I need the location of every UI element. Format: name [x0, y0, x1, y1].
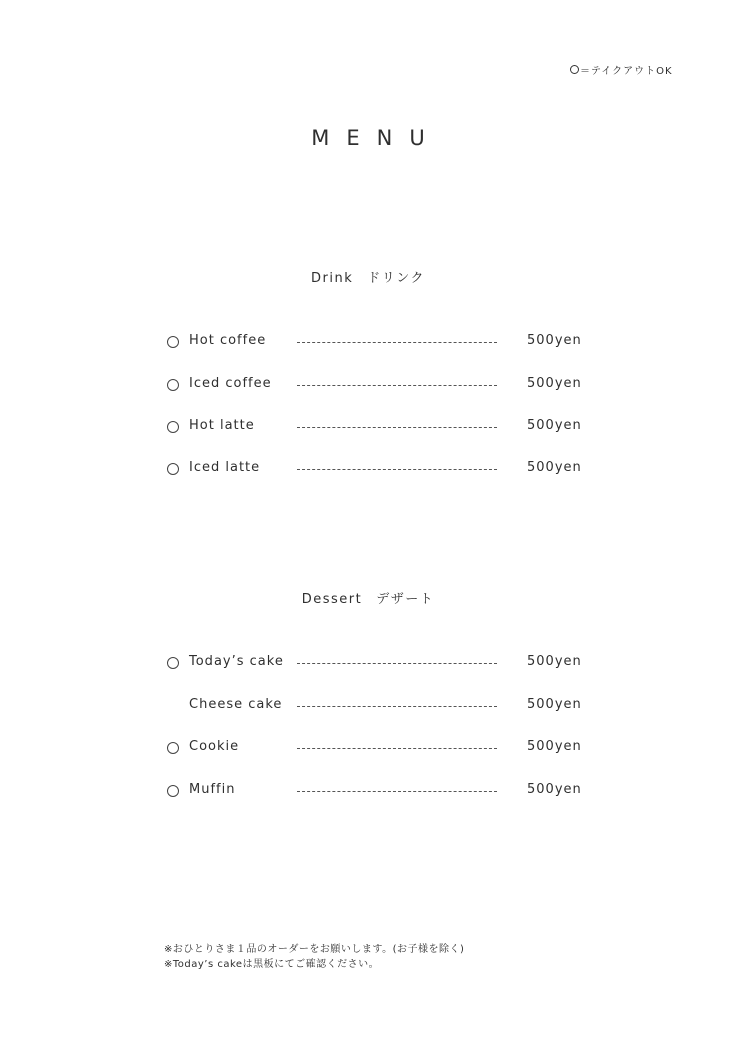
menu-item-row: [0, 418, 736, 436]
menu-item-row: [0, 739, 736, 757]
menu-item-price: 500yen: [527, 418, 582, 433]
menu-item-price: 500yen: [527, 782, 582, 797]
menu-item-name: Hot coffee: [189, 333, 267, 348]
menu-item-row: [0, 376, 736, 394]
menu-item-price: 500yen: [527, 460, 582, 475]
footnote: ※おひとりさま１品のオーダーをお願いします。(お子様を除く): [164, 944, 465, 955]
dotted-leader: [297, 748, 497, 749]
takeout-circle-icon: [167, 336, 179, 348]
section-heading-ja: デザート: [376, 592, 435, 607]
footnote: ※Today’s cakeは黒板にてご確認ください。: [164, 959, 380, 970]
dotted-leader: [297, 427, 497, 428]
menu-item-name: Cookie: [189, 739, 240, 754]
takeout-legend: [570, 62, 673, 77]
dotted-leader: [297, 469, 497, 470]
takeout-legend-text: ＝テイクアウトOK: [580, 66, 673, 77]
menu-item-price: 500yen: [527, 697, 582, 712]
dotted-leader: [297, 706, 497, 707]
menu-item-name: Iced latte: [189, 460, 261, 475]
takeout-circle-icon: [167, 379, 179, 391]
menu-item-price: 500yen: [527, 376, 582, 391]
dotted-leader: [297, 385, 497, 386]
menu-item-row: [0, 460, 736, 478]
menu-item-row: [0, 697, 736, 715]
menu-item-price: 500yen: [527, 739, 582, 754]
section-heading-en: Dessert: [301, 592, 363, 607]
section-heading-drink: [0, 267, 736, 286]
menu-item-name: Hot latte: [189, 418, 255, 433]
footnotes: [164, 942, 464, 972]
takeout-circle-icon: [570, 65, 579, 74]
menu-item-name: Iced coffee: [189, 376, 272, 391]
menu-item-row: [0, 782, 736, 800]
menu-item-name: Today’s cake: [189, 654, 284, 669]
dotted-leader: [297, 342, 497, 343]
menu-title: MENU: [311, 126, 442, 150]
takeout-circle-icon: [167, 657, 179, 669]
dotted-leader: [297, 663, 497, 664]
takeout-circle-icon: [167, 463, 179, 475]
takeout-circle-icon: [167, 742, 179, 754]
menu-item-price: 500yen: [527, 654, 582, 669]
menu-item-name: Cheese cake: [189, 697, 283, 712]
menu-item-row: [0, 654, 736, 672]
takeout-circle-icon: [167, 421, 179, 433]
section-heading-en: Drink: [311, 271, 354, 286]
menu-item-name: Muffin: [189, 782, 236, 797]
menu-item-row: [0, 333, 736, 351]
section-heading-ja: ドリンク: [367, 271, 425, 286]
menu-item-price: 500yen: [527, 333, 582, 348]
section-heading-dessert: [0, 588, 736, 607]
dotted-leader: [297, 791, 497, 792]
takeout-circle-icon: [167, 785, 179, 797]
